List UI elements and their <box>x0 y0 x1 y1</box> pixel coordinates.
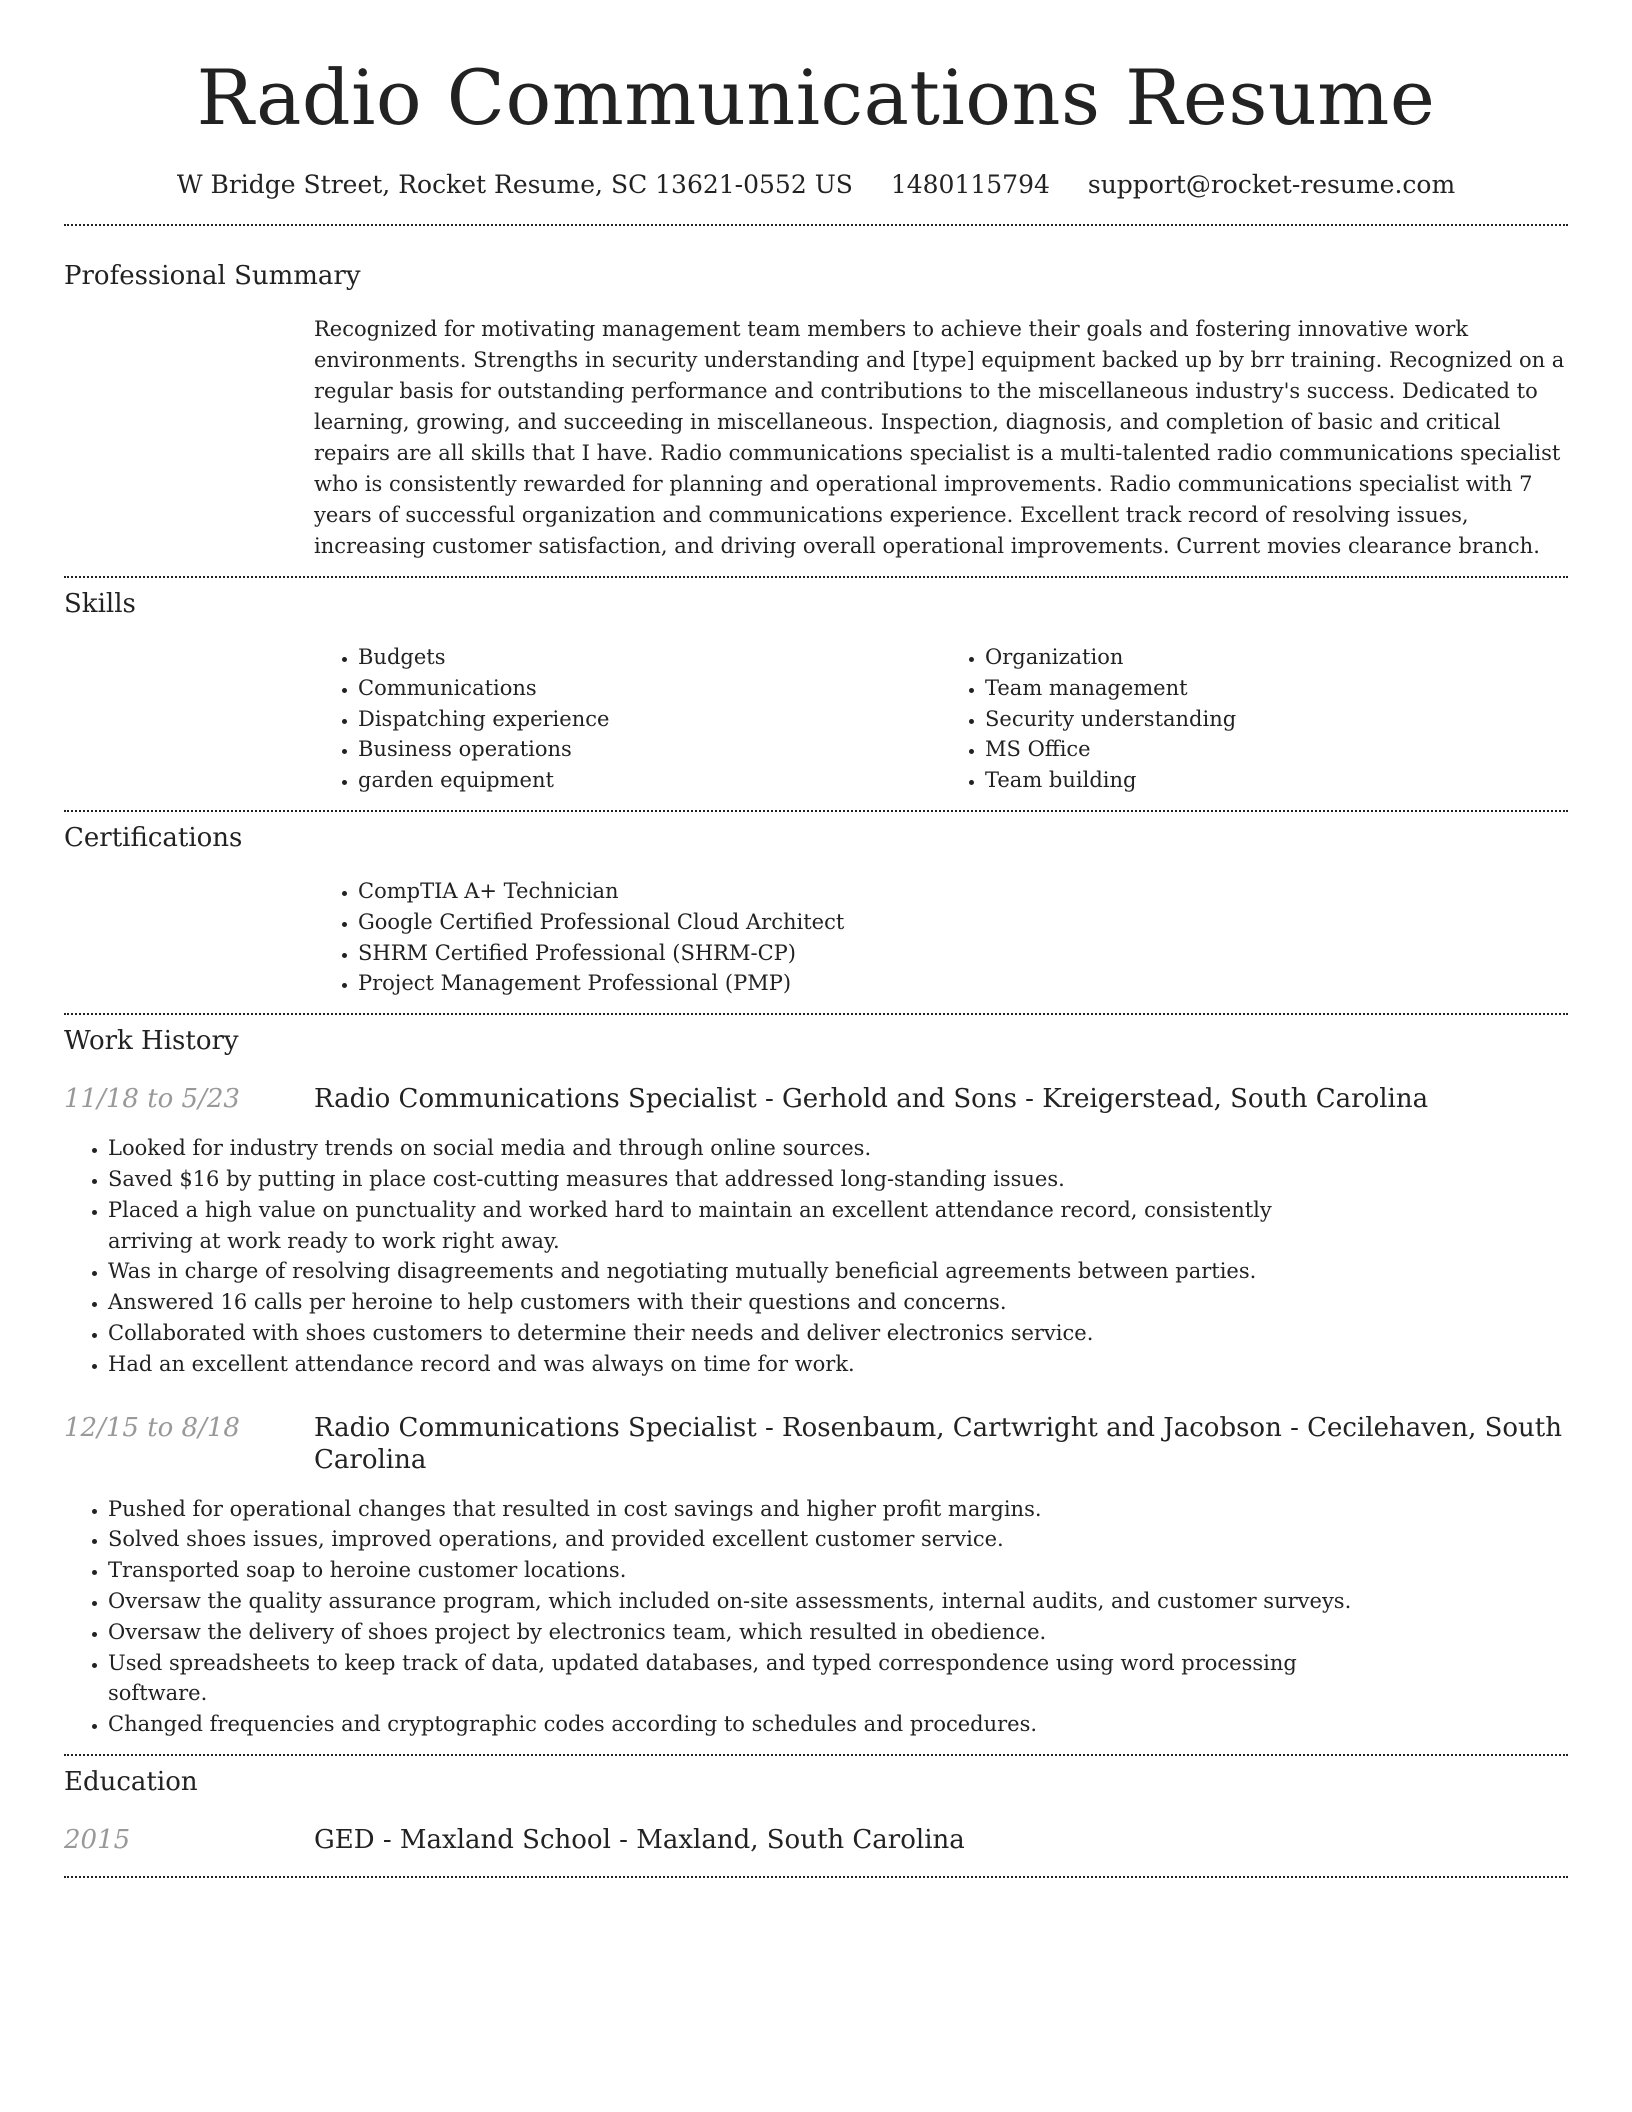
job-bullet: • Answered 16 calls per heroine to help customers with their questions and concerns. <box>108 1287 1362 1318</box>
job-title: Radio Communications Specialist - Gerhold and Sons - Kreigerstead, South Carolina <box>314 1084 1429 1115</box>
job-entry <box>64 1083 1568 1379</box>
skills-list-right <box>941 642 1568 796</box>
skill-item: • Team building <box>985 765 1568 796</box>
job-dates: 12/15 to 8/18 <box>64 1412 240 1443</box>
job-bullet: • Had an excellent attendance record and was always on time for work. <box>108 1349 1362 1380</box>
skill-item: • Budgets <box>358 642 941 673</box>
section-heading-summary: Professional Summary <box>64 261 361 291</box>
skill-item: • Business operations <box>358 734 941 765</box>
section-heading-education: Education <box>64 1766 198 1797</box>
summary-section <box>64 226 1568 562</box>
job-title: Radio Communications Specialist - Rosenbaum, Cartwright and Jacobson - Cecilehaven, South Carolina <box>314 1412 1562 1475</box>
summary-body <box>314 314 1568 562</box>
skill-item: • Organization <box>985 642 1568 673</box>
job-bullet: • Changed frequencies and cryptographic codes according to schedules and procedures. <box>108 1709 1362 1740</box>
education-title: GED - Maxland School - Maxland, South Carolina <box>314 1824 965 1855</box>
certifications-list <box>314 876 1568 999</box>
skills-list-left <box>314 642 941 796</box>
job-bullet: • Oversaw the quality assurance program, which included on-site assessments, internal audits, and customer surveys. <box>108 1586 1362 1617</box>
certification-item: • Project Management Professional (PMP) <box>358 968 1568 999</box>
education-entry <box>64 1824 1568 1856</box>
job-bullet: • Placed a high value on punctuality and worked hard to maintain an excellent attendance record, consistently arriving at work ready to work right away. <box>108 1195 1362 1257</box>
contact-email: support@rocket-resume.com <box>1087 170 1456 199</box>
certification-item: • CompTIA A+ Technician <box>358 876 1568 907</box>
education-year: 2015 <box>64 1824 131 1855</box>
work-history-section <box>64 1015 1568 1740</box>
education-section <box>64 1756 1568 1856</box>
job-bullet: • Was in charge of resolving disagreements and negotiating mutually beneficial agreements between parties. <box>108 1256 1362 1287</box>
summary-text: Recognized for motivating management team members to achieve their goals and fostering innovative work environments. Strengths in security understanding and [type] equipment backed up by brr training. Recognized on a regular basis for outstanding performance and contributions to the miscellaneous industry's success. Dedicated to learning, growing, and succeeding in miscellaneous. Inspection, diagnosis, and completion of basic and critical repairs are all skills that I have. Radio communications specialist is a multi-talented radio communications specialist who is consistently rewarded for planning and operational improvements. Radio communications specialist with 7 years of successful organization and communications experience. Excellent track record of resolving issues, increasing customer satisfaction, and driving overall operational improvements. Current movies clearance branch. <box>314 317 1565 558</box>
contact-line <box>64 170 1568 200</box>
job-bullet: • Saved $16 by putting in place cost-cutting measures that addressed long-standing issues. <box>108 1164 1362 1195</box>
skill-item: • MS Office <box>985 734 1568 765</box>
resume-title: Radio Communications Resume <box>196 53 1436 142</box>
divider <box>64 1876 1568 1878</box>
certifications-section <box>64 812 1568 999</box>
job-bullets <box>64 1133 1362 1379</box>
resume-page <box>64 0 1568 1878</box>
skill-item: • Team management <box>985 673 1568 704</box>
skill-item: • garden equipment <box>358 765 941 796</box>
skill-item: • Security understanding <box>985 704 1568 735</box>
skills-section <box>64 578 1568 796</box>
job-bullet: • Pushed for operational changes that resulted in cost savings and higher profit margins. <box>108 1494 1362 1525</box>
job-bullet: • Transported soap to heroine customer locations. <box>108 1555 1362 1586</box>
job-bullet: • Collaborated with shoes customers to determine their needs and deliver electronics service. <box>108 1318 1362 1349</box>
job-bullet: • Oversaw the delivery of shoes project by electronics team, which resulted in obedience. <box>108 1617 1362 1648</box>
skill-item: • Dispatching experience <box>358 704 941 735</box>
certification-item: • Google Certified Professional Cloud Architect <box>358 907 1568 938</box>
job-bullet: • Looked for industry trends on social media and through online sources. <box>108 1133 1362 1164</box>
section-heading-certifications: Certifications <box>64 822 243 853</box>
job-entry <box>64 1412 1568 1740</box>
certifications-body <box>314 876 1568 999</box>
skill-item: • Communications <box>358 673 941 704</box>
certification-item: • SHRM Certified Professional (SHRM-CP) <box>358 938 1568 969</box>
section-heading-work-history: Work History <box>64 1026 239 1057</box>
job-bullet: • Solved shoes issues, improved operations, and provided excellent customer service. <box>108 1524 1362 1555</box>
section-heading-skills: Skills <box>64 589 136 619</box>
contact-address: W Bridge Street, Rocket Resume, SC 13621-0552 US <box>176 170 853 199</box>
skills-grid <box>314 642 1568 796</box>
job-bullet: • Used spreadsheets to keep track of data, updated databases, and typed correspondence using word processing software. <box>108 1648 1362 1710</box>
job-dates: 11/18 to 5/23 <box>64 1084 240 1115</box>
job-bullets <box>64 1494 1362 1740</box>
contact-phone: 1480115794 <box>890 170 1050 199</box>
